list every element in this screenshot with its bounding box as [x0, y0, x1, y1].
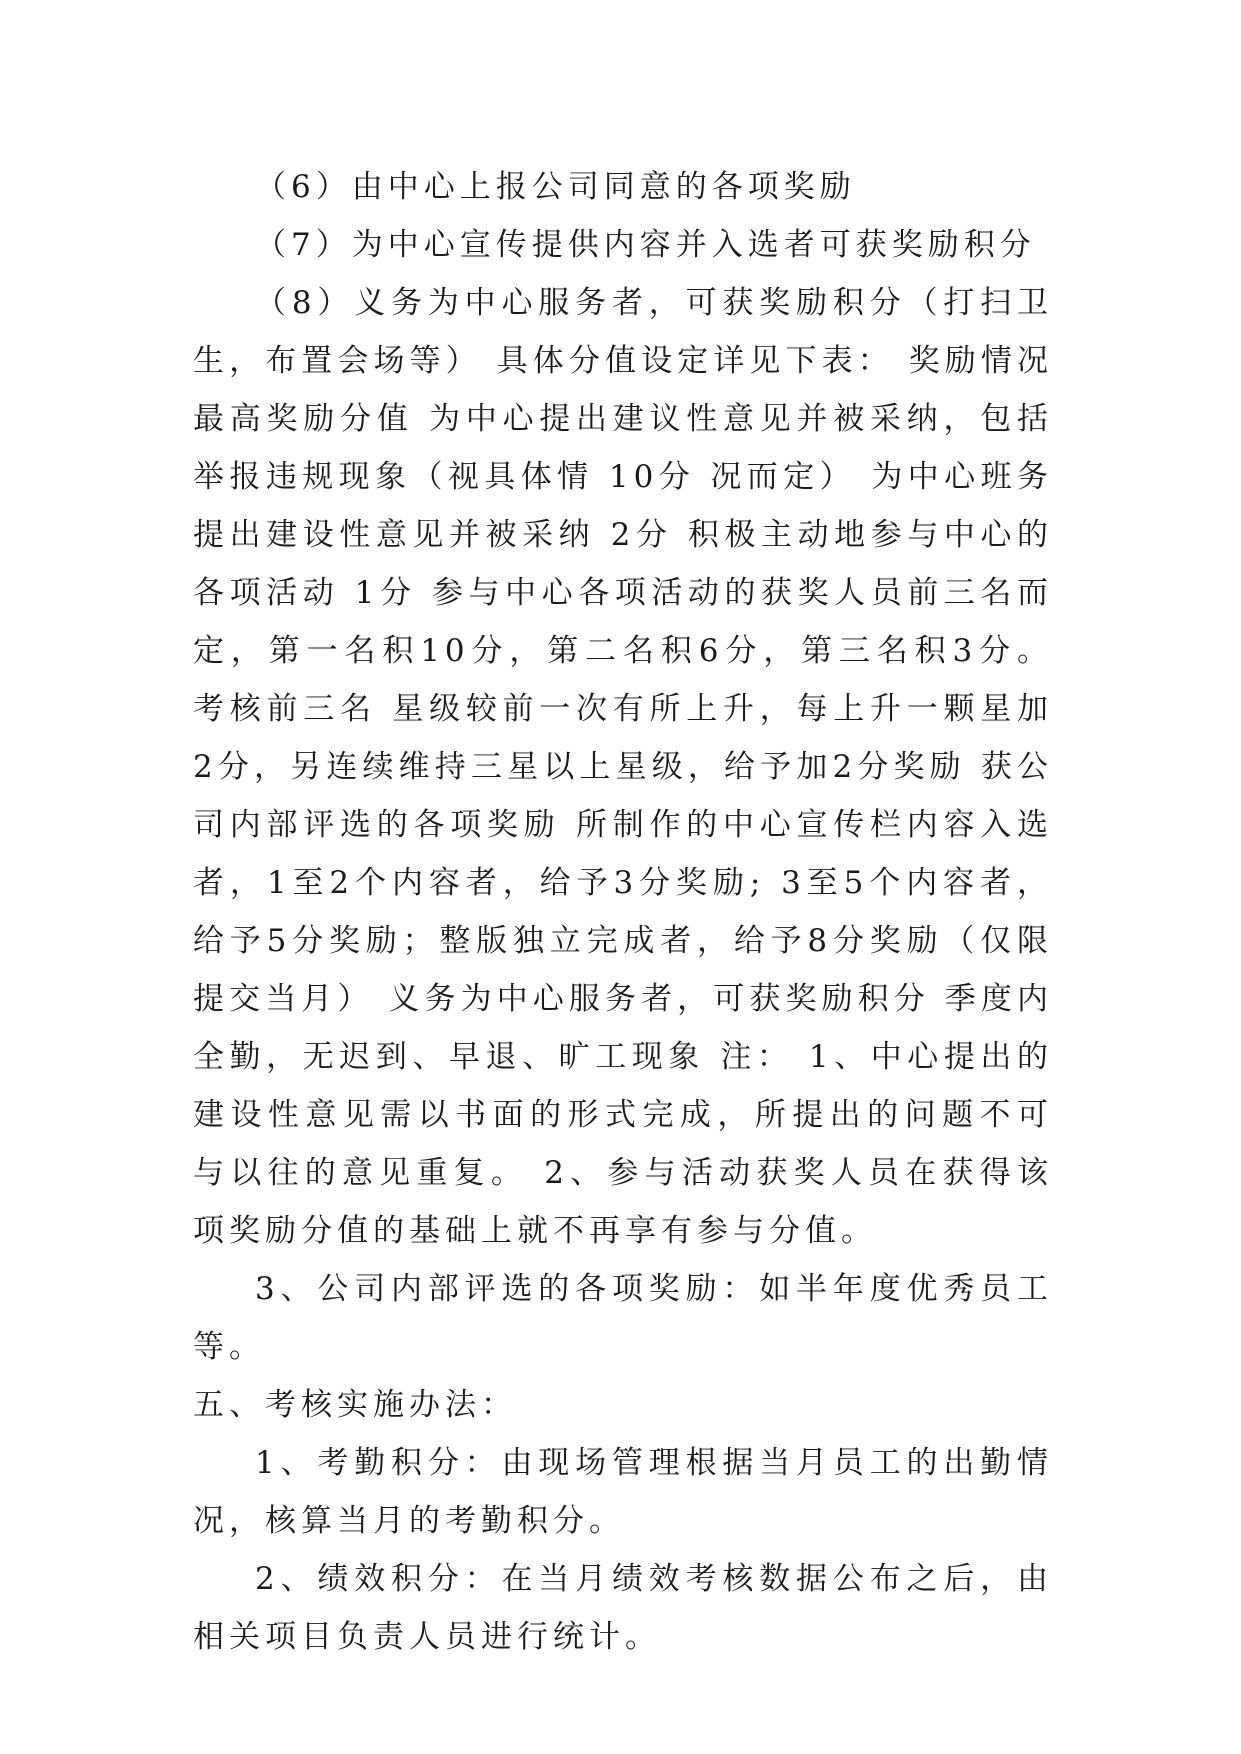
- document-body: [193, 158, 1053, 1666]
- paragraph-performance-points: 2、绩效积分：在当月绩效考核数据公布之后，由相关项目负责人员进行统计。: [193, 1561, 1053, 1655]
- paragraph-attendance-points: 1、考勤积分：由现场管理根据当月员工的出勤情况，核算当月的考勤积分。: [193, 1445, 1053, 1539]
- paragraph-reward-6: （6）由中心上报公司同意的各项奖励: [255, 169, 856, 205]
- paragraph-reward-7: （7）为中心宣传提供内容并入选者可获奖励积分: [255, 227, 1036, 263]
- section-heading-5: 五、考核实施办法：: [193, 1387, 517, 1423]
- paragraph-reward-8: （8）义务为中心服务者，可获奖励积分（打扫卫生，布置会场等） 具体分值设定详见下表： 奖励情况 最高奖励分值 为中心提出建议性意见并被采纳，包括举报违规现象（视具体情 10分 况而定） 为中心班务提出建设性意见并被采纳 2分 积极主动地参与中心的各项活动 1分 参与中心各项活动的获奖人员前三名而定，第一名积10分，第二名积6分，第三名积3分。 考核前三名 星级较前一次有所上升，每上升一颗星加2分，另连续维持三星以上星级，给予加2分奖励 获公司内部评选的各项奖励 所制作的中心宣传栏内容入选者，1至2个内容者，给予3分奖励; 3至5个内容者，给予5分奖励；整版独立完成者，给予8分奖励（仅限提交当月） 义务为中心服务者，可获奖励积分 季度内全勤，无迟到、早退、旷工现象 注： 1、中心提出的建设性意见需以书面的形式完成，所提出的问题不可与以往的意见重复。 2、参与活动获奖人员在获得该项奖励分值的基础上就不再享有参与分值。: [193, 285, 1053, 1249]
- paragraph-note-3: 3、公司内部评选的各项奖励：如半年度优秀员工等。: [193, 1271, 1053, 1365]
